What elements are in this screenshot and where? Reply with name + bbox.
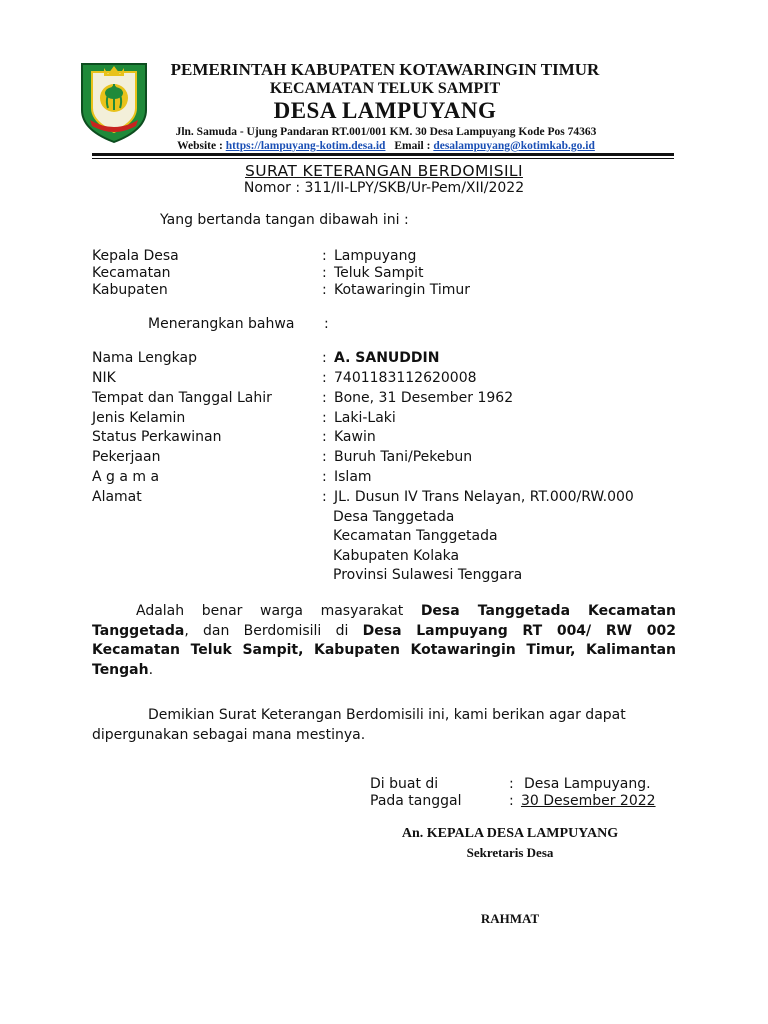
email-link[interactable]: desalampuyang@kotimkab.go.id	[433, 140, 595, 152]
declares-text: Menerangkan bahwa	[148, 316, 295, 332]
place-colon: :	[509, 776, 514, 792]
field-value: Kotawaringin Timur	[334, 282, 471, 298]
letterhead-village-name: DESA LAMPUYANG	[273, 98, 497, 123]
place-value: Desa Lampuyang.	[524, 776, 651, 792]
field-label: Jenis Kelamin	[92, 410, 186, 426]
address-line: Provinsi Sulawesi Tenggara	[333, 567, 523, 583]
field-label: Kepala Desa	[92, 248, 179, 264]
field-label: NIK	[92, 370, 116, 386]
website-link[interactable]: https://lampuyang-kotim.desa.id	[225, 140, 386, 152]
letter-number: Nomor : 311/II-LPY/SKB/Ur-Pem/XII/2022	[243, 180, 525, 196]
field-value: Buruh Tani/Pekebun	[334, 449, 473, 465]
signature-name: RAHMAT	[480, 911, 540, 926]
field-label: Status Perkawinan	[92, 429, 222, 445]
header-divider-thick	[92, 153, 674, 156]
date-value: 30 Desember 2022	[521, 793, 656, 809]
field-value: Bone, 31 Desember 1962	[334, 390, 514, 406]
date-colon: :	[509, 793, 514, 809]
body-paragraph-2	[92, 706, 676, 745]
address-line: Desa Tanggetada	[333, 509, 455, 525]
field-colon: :	[322, 410, 327, 426]
field-value: Islam	[334, 469, 372, 485]
signature-position: Sekretaris Desa	[466, 845, 554, 860]
letterhead-address: Jln. Samuda - Ujung Pandaran RT.001/001 KM. 30 Desa Lampuyang Kode Pos 74363	[175, 126, 597, 138]
date-label: Pada tanggal	[370, 793, 462, 809]
field-colon: :	[322, 282, 327, 298]
address-line: Kecamatan Tanggetada	[333, 528, 498, 544]
declares-colon: :	[324, 316, 329, 332]
body-paragraph-1	[92, 602, 676, 680]
field-label: Alamat	[92, 489, 142, 505]
letterhead-line-government: PEMERINTAH KABUPATEN KOTAWARINGIN TIMUR	[170, 60, 600, 79]
body-text: , dan Berdomisili di	[184, 622, 363, 639]
body-text: Demikian Surat Keterangan Berdomisili ini, kami berikan agar dapat dipergunakan sebagai mana mestinya.	[92, 707, 626, 743]
field-colon: :	[322, 390, 327, 406]
date-row	[370, 793, 668, 809]
field-value: 7401183112620008	[334, 370, 477, 386]
field-label: Pekerjaan	[92, 449, 161, 465]
field-value: JL. Dusun IV Trans Nelayan, RT.000/RW.000	[334, 489, 634, 505]
field-label: Kabupaten	[92, 282, 168, 298]
field-colon: :	[322, 350, 327, 366]
field-colon: :	[322, 248, 327, 264]
place-label: Di buat di	[370, 776, 439, 792]
signature-office: An. KEPALA DESA LAMPUYANG	[401, 826, 619, 841]
header-divider-thin	[92, 158, 674, 159]
field-value: Lampuyang	[334, 248, 417, 264]
field-label: Kecamatan	[92, 265, 171, 281]
field-value: Laki-Laki	[334, 410, 396, 426]
website-label: Website :	[177, 140, 223, 152]
email-label: Email :	[394, 140, 431, 152]
field-colon: :	[322, 489, 327, 505]
field-colon: :	[322, 370, 327, 386]
field-label: Nama Lengkap	[92, 350, 197, 366]
body-text: Adalah benar warga masyarakat	[136, 603, 421, 619]
body-text: .	[148, 661, 154, 678]
letterhead-contact	[146, 140, 626, 152]
regency-logo	[78, 60, 150, 144]
letterhead-line-district: KECAMATAN TELUK SAMPIT	[269, 80, 501, 97]
address-line: Kabupaten Kolaka	[333, 548, 460, 564]
field-colon: :	[322, 265, 327, 281]
intro-text: Yang bertanda tangan dibawah ini :	[160, 212, 409, 228]
field-value: Teluk Sampit	[334, 265, 424, 281]
letter-title: SURAT KETERANGAN BERDOMISILI	[245, 162, 523, 180]
field-colon: :	[322, 469, 327, 485]
full-name-value: A. SANUDDIN	[334, 350, 440, 366]
field-label: Tempat dan Tanggal Lahir	[92, 390, 272, 406]
field-value: Kawin	[334, 429, 376, 445]
body-text-bold: Desa Tanggetada Kecamatan Tanggetada	[92, 603, 677, 639]
field-colon: :	[322, 429, 327, 445]
field-colon: :	[322, 449, 327, 465]
field-label: A g a m a	[92, 469, 160, 485]
body-text-bold: Desa Lampuyang RT 004/ RW 002 Kecamatan Teluk Sampit, Kabupaten Kotawaringin Timur, Kalimantan Tengah	[92, 622, 676, 678]
